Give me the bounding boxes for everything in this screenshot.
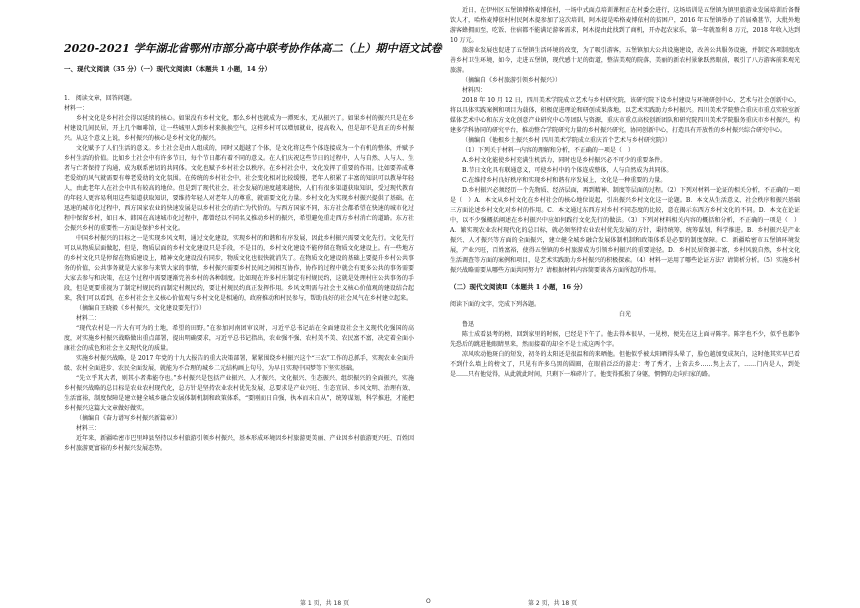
page-number-left: 第 1 页，共 18 页	[300, 600, 350, 607]
story-paragraph: 凉风吹动他斑白的短发，初冬的太阳还是很温和的来晒他。但他似乎被太阳晒得头晕了，脸色越加变成灰白，这时他其实早已看不到什么墙上的榜文了，只见有许多乌黑的圆圈，在眼前泛泛的游走：考了秀才，上省去乡……隽上去了，……门内是人，到处是……只有他觉得，从此就此时间，只剩下一堆碎片了。他变得孤独了身躯，惘惘的走向归家的路。	[450, 351, 800, 378]
passage-paragraph: 中国乡村振兴的目标之一是实现乡风文明，通过文化建设，实现乡村的和谐和有序发展，因此乡村振兴需要文化先行。文化先行可以从物质层面做起，但是，物质层面的乡村文化建设只是手段，不是目的，乡村文化建设不能停留在物质文化建设上。有一些地方的乡村文化只是停留在物质建设上，精神文化建设没有同步，物质文化也很快就消失了。在物质文化建设的基础上要提升乡村公共事务的价值，公共事务就是大家参与来管大家的事情，乡村振兴需要乡村民间之间相互协作，协作的过程中就会有更多公共的事务需要大家去参与和决策，在这个过程中需要逐渐完善乡村的各种制度。比如现在许多村庄制定有村规民约，这就是处理村庄公共事务的手段，但是更要重视为了制定村规民约而制定村规民约，要让村规民约真正发挥作用。乡风文明需与社会主义核心价值观的建设结合起来，我们可以看到，在乡村社会主义核心价值观与乡村文化是相通的，政府推动和村民参与，帮助良好的社会风气在乡村建立起来。	[64, 235, 414, 302]
passage-paragraph: 材料四：	[462, 87, 487, 94]
passage-paragraph: “先立乎其大者，则其小者弗能夺也。”乡村振兴是包括产业振兴、人才振兴、文化振兴、生态振兴、组织振兴的全面振兴，实施乡村振兴战略的总目标是农业农村现代化，总方针是坚持农业农村优先发展，总要求是产业兴旺、生态宜居、乡风文明、治理有效、生活富裕，制度保障是建立健全城乡融合发展体制机制和政策体系，“要刚而日自强，执本而末自从”，统筹谋划，科学推进，才能把乡村振兴这篇大文章做好做实。	[64, 375, 414, 412]
passage-paragraph: 近日，在伊州区五堡镇博格麦博依村，一场中式面点培训课程正在村委会进行，这场培训是五堡镇为镇里旅游业发展培训后备餐饮人才，哈格麦博依村村民阿木提参加了这次培训，阿木提是哈格麦博依村的贫困户，2016 年五堡镇举办了首届桑葚节，大批外地游客蜂拥而至，吃饭、住宿都不能满足游客需求，阿木提由此找到了商机，开办起农家乐，第一年就盈利 8 万元，2018 年收入达到 10 万元。	[450, 7, 800, 44]
story-author: 鲁迅	[462, 321, 475, 328]
center-mark: O	[426, 598, 431, 605]
section-heading-2: （二）现代文阅读Ⅱ（本题共 1 小题，16 分）	[450, 283, 587, 291]
material-1-label: 材料一：	[64, 105, 89, 112]
passage-paragraph: “现代农村是一片大有可为的土地，希望的田野。”在参加河南团审议时，习近平总书记站在全面建设社会主义现代化强国的高度，对实施乡村振兴战略做出重点部署，提出明确要求，习近平总书记指出，农业强不强、农村美不美、农民富不富，决定着全面小康社会的成色和社会主义现代化的质量。	[64, 325, 414, 352]
passage-paragraph: 2018 年 10 月 12 日，四川美术学院成立艺术与乡村研究院，该研究院下设乡村建设与环境研创中心、艺术与社会创新中心，将以具体实践案例和项目为载体，积极促进理论和研创成果落地，以艺术实践助力乡村振兴。四川美术学院整合重庆市重点实验室新媒体艺术中心和东方文化创意产业研究中心等团队与资源，重庆市重点高校创新团队和研究院四川美术学院服务重庆市乡村振兴，构建多学科协同的研究平台，推动整合学院研究力量的乡村振兴研究，协同创新中心，打造具有开放性的乡村振兴综合研究中心。	[450, 97, 800, 134]
passage-paragraph: 乡村文化是乡村社会得以延续的核心。如果没有乡村文化，那么乡村也就成为一潭死水，无从振兴了。如果乡村的振兴只是在乡村建设几间民居，开上几个咖啡馆，让一些城里人到乡村来换换空气，这样乡村可以增加就业，提高收入，但是却不是真正的乡村振兴。从这个意义上说，乡村振兴的核心是乡村文化的振兴。	[64, 115, 414, 142]
passage-paragraph: （摘编自《奋力谱写乡村振兴新篇章》）	[76, 415, 182, 422]
section-heading-1: 一、现代文阅读（35 分）（一）现代文阅读Ⅰ（本题共 1 小题，14 分）	[64, 65, 271, 73]
passage-paragraph: （1）下列关于材料一内容的理解和分析，不正确的一项是（ ）	[462, 147, 634, 154]
passage-paragraph: （摘编自王晓毅《乡村振兴，文化建设要先行》）	[76, 305, 206, 312]
exam-title: 2020-2021 学年湖北省鄂州市部分高中联考协作体高二（上）期中语文试卷	[64, 42, 442, 55]
passage-paragraph: B.节日文化具有联通意义，可使乡村中的个体连成整体，人与自然成为共同体。	[462, 167, 673, 174]
story-title: 白光	[618, 311, 631, 318]
passage-paragraph: A.乡村文化能使乡村充满生机活力，同时也是乡村振兴必不可少的重要条件。	[462, 157, 667, 164]
story-paragraph: 陈士成看县考的榜，回到家里的时候，已经是下午了。他去得本很早，一见榜，便先在这上面寻陈字。陈字也不少，似乎也都争先恐后的跳进他眼睛里来，然而接着的却全不是士成这两个字。	[450, 331, 800, 348]
passage-paragraph: （摘编自《乡村旅游引领乡村振兴》）	[462, 77, 562, 84]
story-passage	[450, 330, 800, 380]
passage-paragraph: C.在维持乡村良好秩序和实现乡村和谐有序发展上，文化是一种重要的力量。	[462, 177, 667, 184]
passage-paragraph: D.乡村振兴必须经历一个先物质、经济层面，再到精神、制度等层面的过程。（2）下列对材料一论证的相关分析，不正确的一项是（ ）A．本文从乡村文化在乡村社会的核心地位说起，引出振兴乡村文化这一论题。B．本文从生活意义、社会秩序和振兴基础三方面论述乡村文化对乡村的作用。C．本文通过东西方对乡村不同态度的比较，意在揭示东西方乡村文化的不同。D．本文在论证中，以不少强概括阐述在乡村振兴中应如何践行文化先行的做法。（3）下列对材料相关内容的概括和分析，不正确的一项是（ ）A．繁实现农业农村现代化的总目标，就必须坚持农业农村优先发展的方针，秉持统筹，统筹谋划，科学推进。B．乡村振兴是产业振兴、人才振兴等方面的全面振兴，建立健全城乡融合发展体制机制和政策体系是必要的制度保障。C．新疆哈密市五堡镇环境发展，产业兴旺，百姓富裕，使得五堡镇的乡村旅游成为引领乡村振兴的重要途径。D．乡村民居资源丰富，乡村风貌自然，乡村文化生活调查等方面的案例和项目，是艺术实践助力乡村振兴的积极探索。（4）材料一运用了哪些论证方法？请简析分析。（5）实施乡村振兴战略需要从哪些方面共同努力？请根据材料内容简要谈各方面所起的作用。	[450, 187, 800, 274]
right-column	[450, 6, 800, 380]
passage-paragraph: 实施乡村振兴战略，是 2017 年党的十九大报告的重大决策部署，紧紧围绕乡村振兴这个“三农”工作的总抓手，实现农业全面升级、农村全面进步、农民全面发展，就能为不合理的城乡二元结构画上句号，为早日实现中国梦等下坚实基础。	[64, 355, 414, 372]
question-2-heading: 阅读下面的文字，完成下列各题。	[450, 301, 541, 308]
passage-paragraph: 文化赋予了人们生活的意义。乡土社会是由人组成的，同时又超越了个体，是文化将这些个体连接成为一个有机的整体，并赋予乡村生活的价值。比如乡土社会中有许多节日，每个节日都有着不同的意义。在人们庆祝这些节日的过程中，人与自然、人与人、生者与亡者保持了沟通，成为联系密切的共同体。文化也赋予乡村社会以秩序。在乡村社会中，文化发挥了重要的作用。比如要养成尊老爱幼的风气就需要有尊老爱幼的文化氛围。在传统的乡村社会中，社会变化相对比较缓慢，老年人积累了丰富的知识可以教导年轻人，由此老年人在社会中具有较高的地位。但是到了现代社会，社会发展的速度越来越快，人们有很多渠道获取知识，受过现代教育的年轻人更容易利用这些渠道获取知识，要维持年轻人对老年人的尊重，就需要文化力量。乡村文化为实现乡村振兴提供了基础。在迅速的城市化过程中，西方国家农业的快速发展是以乡村社会的消亡为代价的。与西方国家不同，东方社会都希望在快速的城市化过程中保留乡村，如日本、韩国在高速城市化过程中，都曾经以不同名义推动乡村的振兴，希望避免重走西方乡村消亡的道路。东方社会振兴乡村的重要性一方面是保护乡村文化。	[64, 145, 414, 232]
passage-paragraph: 材料二：	[76, 315, 101, 322]
passage-paragraph: 旅游业发展也促进了五堡镇生活环境的改变，为了吸引游客，五堡镇加大公共设施建设，改善公共服务设施，并制定各项制度改善乡村卫生环境，如今，走进五堡镇，现代感十足的街道，整洁美观的院落，美丽的新农村景象跃然眼前，吸引了八方游客前来观光旅游。	[450, 47, 800, 74]
question-1-heading: 1. 阅读文章，回答问题。	[64, 95, 136, 102]
right-passage	[450, 6, 800, 276]
left-column	[64, 6, 442, 454]
passage-paragraph: （摘编自《他根乡土振兴乡村 四川美术学院成立重庆首个艺术与乡村研究院》）	[462, 137, 671, 144]
left-passage	[64, 114, 414, 454]
page-number-right: 第 2 页，共 18 页	[528, 600, 578, 607]
passage-paragraph: 近年来，新疆哈密市巴里坤县坚持以乡村旅游引领乡村振兴，基本形成环境因乡村旅游更美丽、产业因乡村旅游更兴旺、百姓因乡村旅游更富裕的乡村振兴发展态势。	[64, 435, 414, 452]
passage-paragraph: 材料三：	[76, 425, 101, 432]
